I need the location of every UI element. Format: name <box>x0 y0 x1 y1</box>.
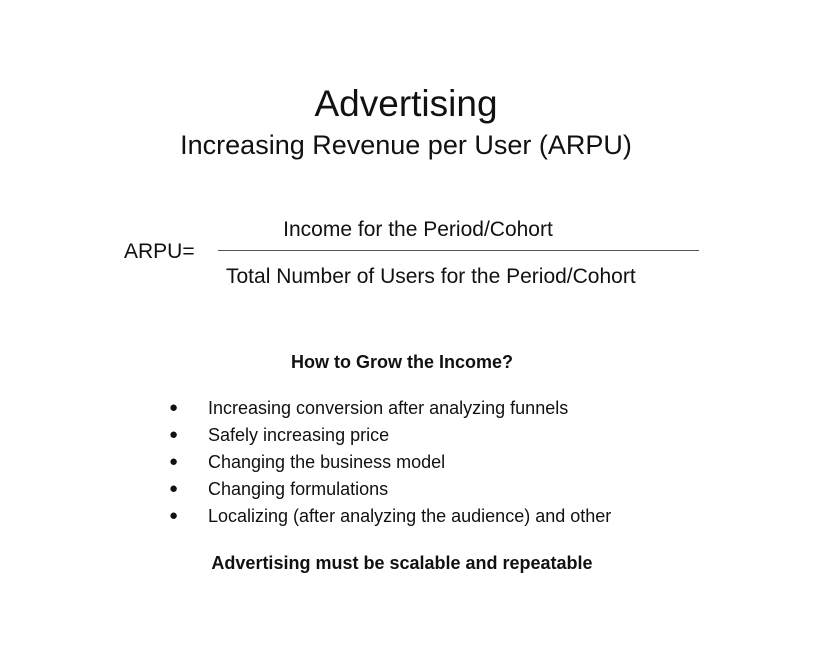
formula-numerator: Income for the Period/Cohort <box>283 218 553 241</box>
formula-denominator: Total Number of Users for the Period/Cohort <box>226 265 636 288</box>
bullet-icon: ● <box>169 399 179 416</box>
list-item-text: Safely increasing price <box>208 425 390 445</box>
list-item-text: Changing the business model <box>208 452 446 472</box>
bullet-icon: ● <box>169 507 179 524</box>
section-heading: How to Grow the Income? <box>290 352 513 372</box>
list-item-text: Changing formulations <box>208 479 389 499</box>
bullet-icon: ● <box>169 426 179 443</box>
formula-lhs: ARPU= <box>124 240 195 263</box>
page-subtitle: Increasing Revenue per User (ARPU) <box>180 130 632 160</box>
bullet-icon: ● <box>169 480 179 497</box>
fraction-bar <box>218 250 699 251</box>
page-title: Advertising <box>314 83 498 124</box>
list-item-text: Increasing conversion after analyzing funnels <box>208 398 569 418</box>
bullet-icon: ● <box>169 453 179 470</box>
list-item-text: Localizing (after analyzing the audience) and other <box>208 506 612 526</box>
footer-note: Advertising must be scalable and repeatable <box>211 553 593 573</box>
